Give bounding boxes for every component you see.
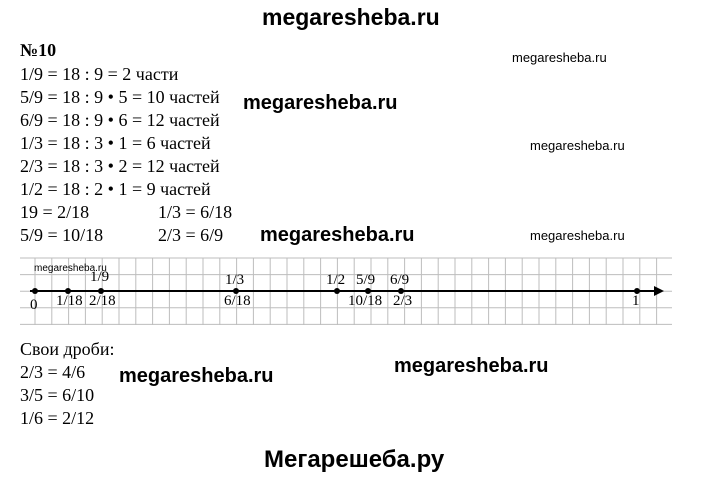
label-1-2: 1/2 xyxy=(326,272,346,288)
task-number: №10 xyxy=(20,40,57,60)
header-watermark: megaresheba.ru xyxy=(262,4,440,30)
calc-line: 1/2 = 18 : 2 • 1 = 9 частей xyxy=(20,179,211,199)
watermark: megaresheba.ru xyxy=(394,355,549,377)
calc-line: 1/3 = 18 : 3 • 1 = 6 частей xyxy=(20,133,211,153)
label-0: 0 xyxy=(30,297,38,313)
axis xyxy=(30,286,664,296)
calc-line: 5/9 = 18 : 9 • 5 = 10 частей xyxy=(20,87,220,107)
below-labels xyxy=(30,293,640,313)
label-2-3: 2/3 xyxy=(393,293,413,309)
label-1-9: 1/9 xyxy=(90,269,110,285)
label-1-18: 1/18 xyxy=(56,293,83,309)
watermark: megaresheba.ru xyxy=(243,92,398,114)
label-5-9: 5/9 xyxy=(356,272,376,288)
point-9-18 xyxy=(334,288,340,294)
label-2-18: 2/18 xyxy=(89,293,116,309)
label-6-18: 6/18 xyxy=(224,293,251,309)
calc-line: 1/9 = 18 : 9 = 2 части xyxy=(20,64,179,84)
label-10-18: 10/18 xyxy=(348,293,383,309)
watermark: megaresheba.ru xyxy=(119,365,274,387)
watermark: megaresheba.ru xyxy=(260,224,415,246)
own-fractions-title: Свои дроби: xyxy=(20,339,115,359)
watermark: megaresheba.ru xyxy=(530,138,625,153)
tiny-watermark: megaresheba.ru xyxy=(34,263,107,274)
own-fraction: 2/3 = 4/6 xyxy=(20,362,86,382)
own-fraction: 3/5 = 6/10 xyxy=(20,385,95,405)
watermark: megaresheba.ru xyxy=(512,50,607,65)
equivalence-right: 2/3 = 6/9 xyxy=(158,225,224,245)
own-fraction: 1/6 = 2/12 xyxy=(20,408,95,428)
calc-line: 2/3 = 18 : 3 • 2 = 12 частей xyxy=(20,156,220,176)
watermark: megaresheba.ru xyxy=(530,228,625,243)
label-6-9: 6/9 xyxy=(390,272,410,288)
calc-line: 6/9 = 18 : 9 • 6 = 12 частей xyxy=(20,110,220,130)
above-labels xyxy=(90,269,409,288)
equivalence-left: 19 = 2/18 xyxy=(20,202,90,222)
footer-watermark: Мегарешеба.ру xyxy=(264,446,445,473)
point-0 xyxy=(32,288,38,294)
equivalence-right: 1/3 = 6/18 xyxy=(158,202,233,222)
label-1-3: 1/3 xyxy=(225,272,245,288)
label-1: 1 xyxy=(632,293,640,309)
equivalence-left: 5/9 = 10/18 xyxy=(20,225,104,245)
